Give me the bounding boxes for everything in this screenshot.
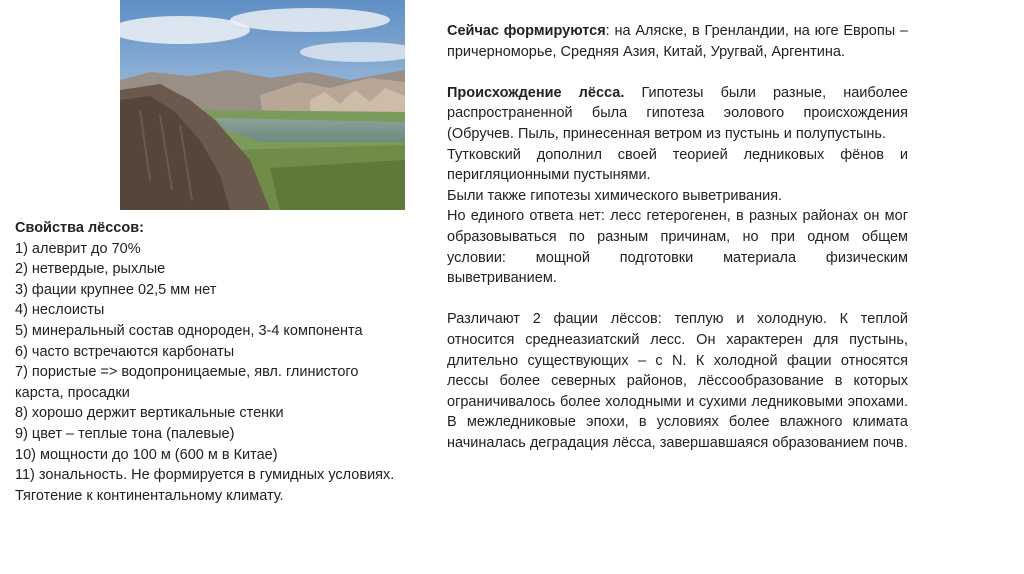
list-item: 9) цвет – теплые тона (палевые) (15, 425, 235, 442)
list-item: 3) фации крупнее 02,5 мм нет (15, 281, 217, 298)
landscape-photo-icon (120, 0, 405, 210)
list-item: 1) алеврит до 70% (15, 240, 141, 257)
origin-label: Происхождение лёсса. (447, 84, 625, 101)
list-item: 5) минеральный состав однороден, 3-4 компонента (15, 322, 363, 339)
paragraph-formation (447, 21, 908, 62)
paragraph-chemical: Были также гипотезы химического выветривания. (447, 187, 783, 204)
paragraph-origin (447, 83, 908, 145)
list-item: 8) хорошо держит вертикальные стенки (15, 405, 284, 422)
paragraph-facies: Различают 2 фации лёссов: теплую и холодную. К теплой относится среднеазиатский лесс. Он характерен для пустынь, длительно существующих – с N. К холодной фации относятся лессы более северных районов, лёссообразование в которых ограничивалось более холодными и сухими ледниковыми эпохами. В межледниковые эпохи, в условиях более влажного климата начиналась деградация лёсса, завершавшаяся образованием почв. (447, 311, 908, 451)
loess-properties-block (15, 218, 400, 506)
origin-text: Гипотезы были разные, наиболее распространенной была гипотеза эолового происхождения (Обручев. Пыль, принесенная ветром из пустынь и полупустынь. (447, 84, 908, 142)
paragraph-no-answer: Но единого ответа нет: лесс гетерогенен, в разных районах он мог образовываться по разным причинам, но при одном общем условии: мощной подготовки материала физическим выветриванием. (447, 208, 908, 287)
list-item: 7) пористые => водопроницаемые, явл. глинистого карста, просадки (15, 364, 359, 401)
list-item: 6) часто встречаются карбонаты (15, 343, 235, 360)
paragraph-tutkovsky: Тутковский дополнил своей теорией ледниковых фёнов и перигляционными пустынями. (447, 146, 908, 184)
list-item: 2) нетвердые, рыхлые (15, 261, 166, 278)
loess-origin-text (447, 21, 908, 453)
properties-list (15, 239, 400, 507)
list-item: 11) зональность. Не формируется в гумидных условиях. Тяготение к континентальному климату. (15, 467, 395, 504)
list-item: 10) мощности до 100 м (600 м в Китае) (15, 446, 278, 463)
properties-heading: Свойства лёссов: (15, 220, 144, 236)
list-item: 4) неслоисты (15, 302, 105, 319)
formation-label: Сейчас формируются (447, 23, 606, 39)
formation-text: : на Аляске, в Гренландии, на юге Европы – причерноморье, Средняя Азия, Китай, Уругвай, Аргентина. (447, 23, 908, 60)
loess-landscape-photo (120, 0, 405, 210)
